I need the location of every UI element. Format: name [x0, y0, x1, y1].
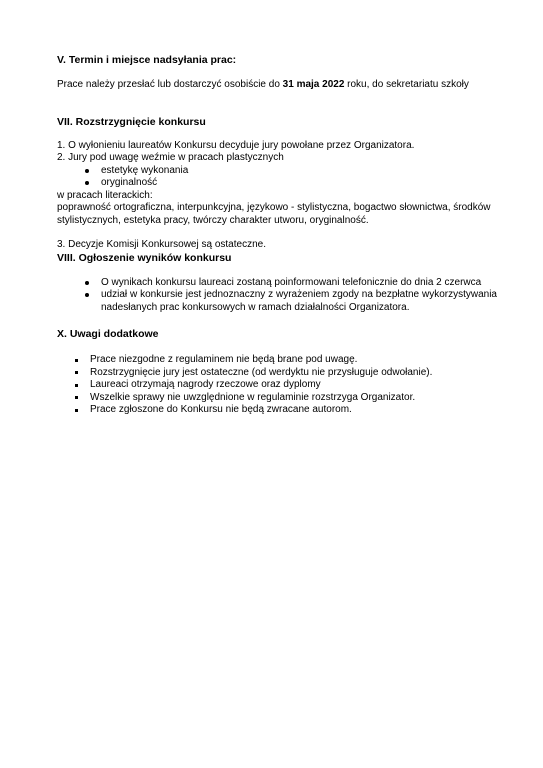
list-item: O wynikach konkursu laureaci zostaną poinformowani telefonicznie do dnia 2 czerwca [57, 277, 497, 290]
list-item: estetykę wykonania [57, 165, 497, 178]
list-item: Prace niezgodne z regulaminem nie będą brane pod uwagę. [57, 354, 497, 367]
section-x-heading: X. Uwagi dodatkowe [57, 328, 159, 340]
section-v-text-after: roku, do sekretariatu szkoły [344, 79, 469, 90]
deadline-date: 31 maja 2022 [282, 79, 345, 90]
list-item: oryginalność [57, 177, 497, 190]
section-vii-point-2: 2. Jury pod uwagę weźmie w pracach plastycznych [57, 152, 284, 163]
section-v-text [57, 79, 497, 92]
section-v-text-before: Prace należy przesłać lub dostarczyć osobiście do [57, 79, 283, 90]
list-item: Prace zgłoszone do Konkursu nie będą zwracane autorom. [57, 404, 497, 417]
section-vii-point-1: 1. O wyłonieniu laureatów Konkursu decyduje jury powołane przez Organizatora. [57, 139, 415, 151]
list-item: Laureaci otrzymają nagrody rzeczowe oraz dyplomy [57, 379, 497, 392]
literary-intro: w pracach literackich: [57, 189, 153, 201]
section-v-heading: V. Termin i miejsce nadsyłania prac: [57, 54, 237, 66]
literary-criteria: poprawność ortograficzna, interpunkcyjna, językowo - stylistyczna, bogactwo słownictwa, środków stylistycznych, estetyka pracy, twórczy charakter utworu, oryginalność. [57, 202, 491, 226]
document-content [57, 54, 497, 417]
section-vii-heading: VII. Rozstrzygnięcie konkursu [57, 115, 206, 128]
plastic-criteria-list [57, 165, 497, 190]
section-vii-point-3: 3. Decyzje Komisji Konkursowej są ostateczne. [57, 239, 266, 250]
section-viii-heading: VIII. Ogłoszenie wyników konkursu [57, 251, 232, 264]
list-item: udział w konkursie jest jednoznaczny z wyrażeniem zgody na bezpłatne wykorzystywania nadesłanych prac konkursowych w ramach działalności Organizatora. [57, 289, 497, 314]
list-item: Wszelkie sprawy nie uwzględnione w regulaminie rozstrzyga Organizator. [57, 392, 497, 405]
remarks-list [57, 354, 497, 417]
list-item: Rozstrzygnięcie jury jest ostateczne (od werdyktu nie przysługuje odwołanie). [57, 367, 497, 380]
results-list [57, 277, 497, 315]
